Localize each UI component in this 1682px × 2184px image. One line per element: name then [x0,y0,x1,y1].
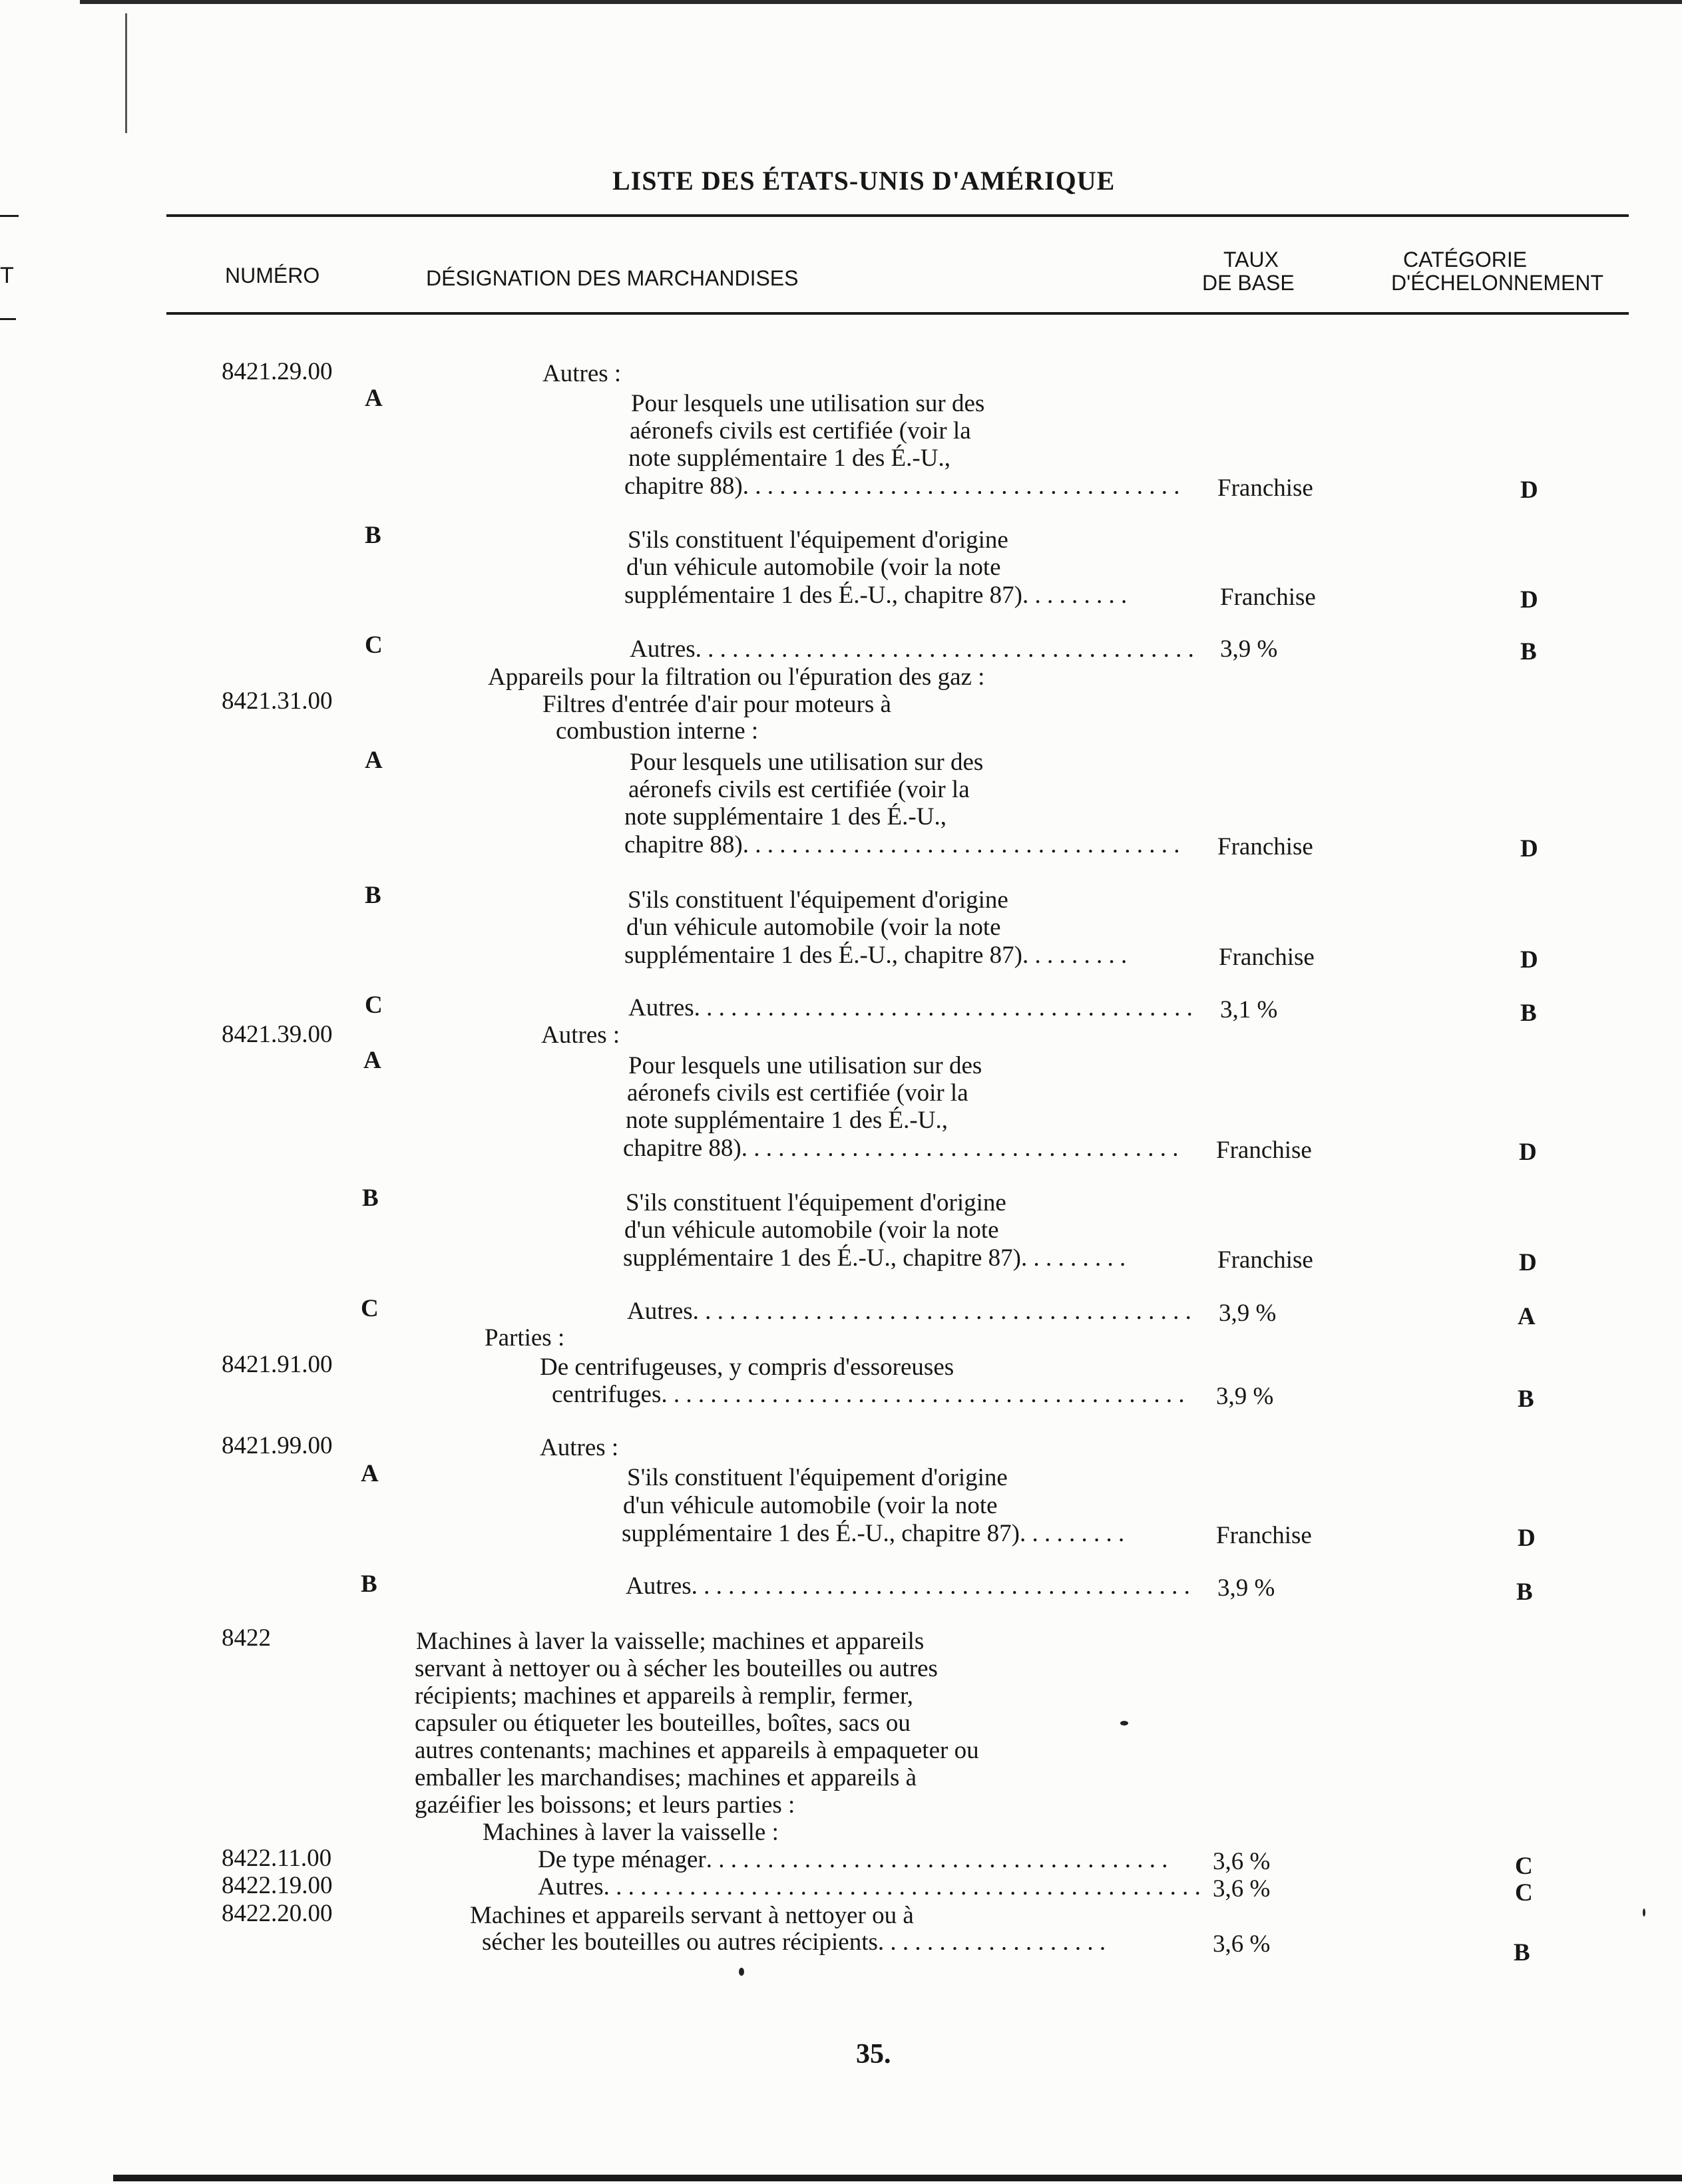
subheading-letter: C [365,632,383,659]
designation-text: centrifuges [552,1381,662,1408]
designation-line: emballer les marchandises; machines et appareils à [415,1764,917,1791]
designation-line: Pour lesquels une utilisation sur des [631,390,985,417]
subheading-letter: C [361,1295,379,1322]
tariff-number: 8421.39.00 [222,1021,333,1048]
dot-leader [878,1928,1104,1956]
designation-text: supplémentaire 1 des É.-U., chapitre 87) [624,942,1022,969]
designation-line-with-leader [538,1846,1172,1873]
staging-category: B [1520,638,1537,665]
designation-text: supplémentaire 1 des É.-U., chapitre 87) [622,1520,1020,1547]
base-rate: 3,6 % [1213,1875,1271,1903]
designation-line-with-leader [627,1298,1199,1325]
column-header-taux-line1: TAUX [1223,248,1279,272]
staging-category: D [1519,1249,1537,1276]
designation-line-with-leader [622,1520,1126,1547]
staging-category: D [1520,476,1538,504]
base-rate: 3,6 % [1213,1930,1271,1958]
base-rate: 3,9 % [1216,1383,1274,1410]
designation-line: combustion interne : [556,717,759,745]
designation-text: chapitre 88) [624,831,743,858]
designation-text: Autres [627,1298,693,1325]
designation-line: autres contenants; machines et appareils à empaqueter ou [415,1737,979,1764]
scan-speck [1643,1909,1645,1916]
designation-line-with-leader [552,1381,1187,1408]
dot-leader [1021,1244,1128,1272]
tariff-number: 8421.29.00 [222,358,333,385]
staging-category: B [1516,1578,1533,1606]
designation-heading: Parties : [485,1324,565,1352]
tariff-number: 8421.31.00 [222,687,333,715]
base-rate: Franchise [1217,833,1313,860]
designation-line-with-leader [626,1572,1197,1600]
staging-category: B [1518,1385,1534,1413]
dot-leader [693,1298,1199,1325]
base-rate: Franchise [1220,584,1316,611]
subheading-letter: B [362,1184,379,1212]
designation-line-with-leader [630,636,1201,663]
designation-line-with-leader [624,582,1129,609]
dot-leader [604,1873,1200,1901]
designation-line: note supplémentaire 1 des É.-U., [626,1107,948,1134]
designation-line: Pour lesquels une utilisation sur des [628,1052,982,1079]
column-header-categorie-line2: D'ÉCHELONNEMENT [1391,271,1604,295]
designation-line: d'un véhicule automobile (voir la note [626,554,1001,581]
scan-speck [1120,1721,1128,1726]
designation-text: De type ménager [538,1846,706,1873]
left-scan-line [125,13,127,133]
designation-text: Autres [630,636,696,663]
designation-line: S'ils constituent l'équipement d'origine [628,526,1008,554]
designation-line-with-leader [624,472,1183,500]
staging-category: C [1515,1853,1533,1880]
designation-line-with-leader [482,1928,1104,1956]
staging-category: B [1514,1939,1530,1966]
staging-category: D [1520,946,1538,974]
designation-line: aéronefs civils est certifiée (voir la [627,1079,968,1107]
designation-line: servant à nettoyer ou à sécher les bouteilles ou autres [415,1655,938,1682]
dot-leader [696,636,1201,663]
staging-category: D [1520,586,1538,614]
designation-line: S'ils constituent l'équipement d'origine [628,886,1008,914]
designation-line: d'un véhicule automobile (voir la note [623,1492,998,1519]
designation-line: Filtres d'entrée d'air pour moteurs à [542,691,891,718]
subheading-letter: C [365,992,383,1019]
dot-leader [743,472,1183,500]
designation-heading: Autres : [541,1021,620,1049]
subheading-letter: B [365,522,381,549]
base-rate: 3,9 % [1217,1574,1275,1602]
designation-text: Autres [626,1572,692,1600]
page-number: 35. [856,2039,891,2070]
dot-leader [694,994,1200,1021]
designation-text: supplémentaire 1 des É.-U., chapitre 87) [624,582,1022,609]
dot-leader [1022,582,1129,609]
designation-line-with-leader [628,994,1200,1021]
designation-line: Pour lesquels une utilisation sur des [630,749,984,776]
top-edge-line [80,0,1682,4]
designation-line: De centrifugeuses, y compris d'essoreuses [540,1354,954,1381]
designation-line: note supplémentaire 1 des É.-U., [624,803,946,830]
designation-line: aéronefs civils est certifiée (voir la [628,776,970,803]
page-title: LISTE DES ÉTATS-UNIS D'AMÉRIQUE [612,166,1116,196]
staging-category: B [1520,1000,1537,1027]
dot-leader [661,1381,1187,1408]
designation-line: S'ils constituent l'équipement d'origine [627,1464,1008,1491]
designation-line: gazéifier les boissons; et leurs parties : [415,1791,795,1819]
margin-mark: T [0,263,14,288]
designation-text: Autres [538,1873,604,1901]
tariff-number: 8421.91.00 [222,1351,333,1378]
designation-heading: Machines à laver la vaisselle : [483,1819,779,1846]
base-rate: 3,6 % [1213,1848,1271,1875]
subheading-letter: A [361,1460,379,1487]
dot-leader [706,1846,1172,1873]
bottom-edge-line [113,2175,1682,2181]
designation-line-with-leader [624,942,1129,969]
base-rate: 3,9 % [1220,636,1278,663]
designation-line: Machines et appareils servant à nettoyer ou à [470,1902,914,1929]
tariff-number: 8422.19.00 [222,1872,333,1899]
designation-line: récipients; machines et appareils à remplir, fermer, [415,1682,914,1710]
tariff-number: 8422 [222,1624,271,1652]
column-header-taux-line2: DE BASE [1202,271,1295,295]
base-rate: Franchise [1217,474,1313,502]
dot-leader [741,1135,1182,1162]
designation-line: d'un véhicule automobile (voir la note [624,1216,999,1244]
designation-text: sécher les bouteilles ou autres récipients [482,1928,878,1956]
staging-category: D [1519,1139,1537,1166]
base-rate: Franchise [1219,944,1315,971]
base-rate: Franchise [1217,1246,1313,1274]
subheading-letter: A [365,747,383,774]
designation-text: chapitre 88) [624,472,743,500]
column-header-categorie-line1: CATÉGORIE [1403,248,1528,272]
designation-text: chapitre 88) [623,1135,741,1162]
subheading-letter: A [363,1047,381,1074]
base-rate: 3,1 % [1220,996,1278,1023]
column-header-numero: NUMÉRO [225,264,320,287]
designation-heading: Autres : [540,1434,619,1461]
dot-leader [692,1572,1197,1600]
tariff-number: 8422.11.00 [222,1845,332,1872]
designation-line: aéronefs civils est certifiée (voir la [630,417,971,445]
margin-tick-top [0,215,19,217]
base-rate: 3,9 % [1219,1300,1277,1327]
designation-line: S'ils constituent l'équipement d'origine [626,1189,1006,1216]
designation-line: d'un véhicule automobile (voir la note [626,914,1001,941]
designation-line-with-leader [624,831,1183,858]
column-header-designation: DÉSIGNATION DES MARCHANDISES [426,266,799,290]
margin-tick-bottom [0,318,16,320]
staging-category: D [1518,1525,1536,1552]
tariff-number: 8422.20.00 [222,1900,333,1927]
dot-leader [743,831,1183,858]
designation-heading: Autres : [542,360,622,387]
dot-leader [1022,942,1129,969]
header-bottom-rule [166,312,1629,315]
subheading-letter: B [365,882,381,909]
designation-line-with-leader [538,1873,1200,1901]
subheading-letter: B [361,1570,377,1598]
header-top-rule [166,214,1629,217]
staging-category: C [1515,1879,1533,1907]
designation-text: Autres [628,994,694,1021]
designation-heading: Appareils pour la filtration ou l'épuration des gaz : [488,663,985,691]
scan-speck [739,1968,744,1976]
staging-category: A [1518,1303,1536,1330]
designation-line-with-leader [623,1244,1128,1272]
designation-line: Machines à laver la vaisselle; machines et appareils [416,1628,925,1655]
base-rate: Franchise [1216,1137,1312,1164]
designation-line-with-leader [623,1135,1182,1162]
dot-leader [1020,1520,1126,1547]
subheading-letter: A [365,385,383,412]
designation-text: supplémentaire 1 des É.-U., chapitre 87) [623,1244,1021,1272]
tariff-number: 8421.99.00 [222,1432,333,1459]
staging-category: D [1520,835,1538,862]
base-rate: Franchise [1216,1522,1312,1549]
designation-line: note supplémentaire 1 des É.-U., [628,445,950,472]
designation-line: capsuler ou étiqueter les bouteilles, boîtes, sacs ou [415,1710,911,1737]
